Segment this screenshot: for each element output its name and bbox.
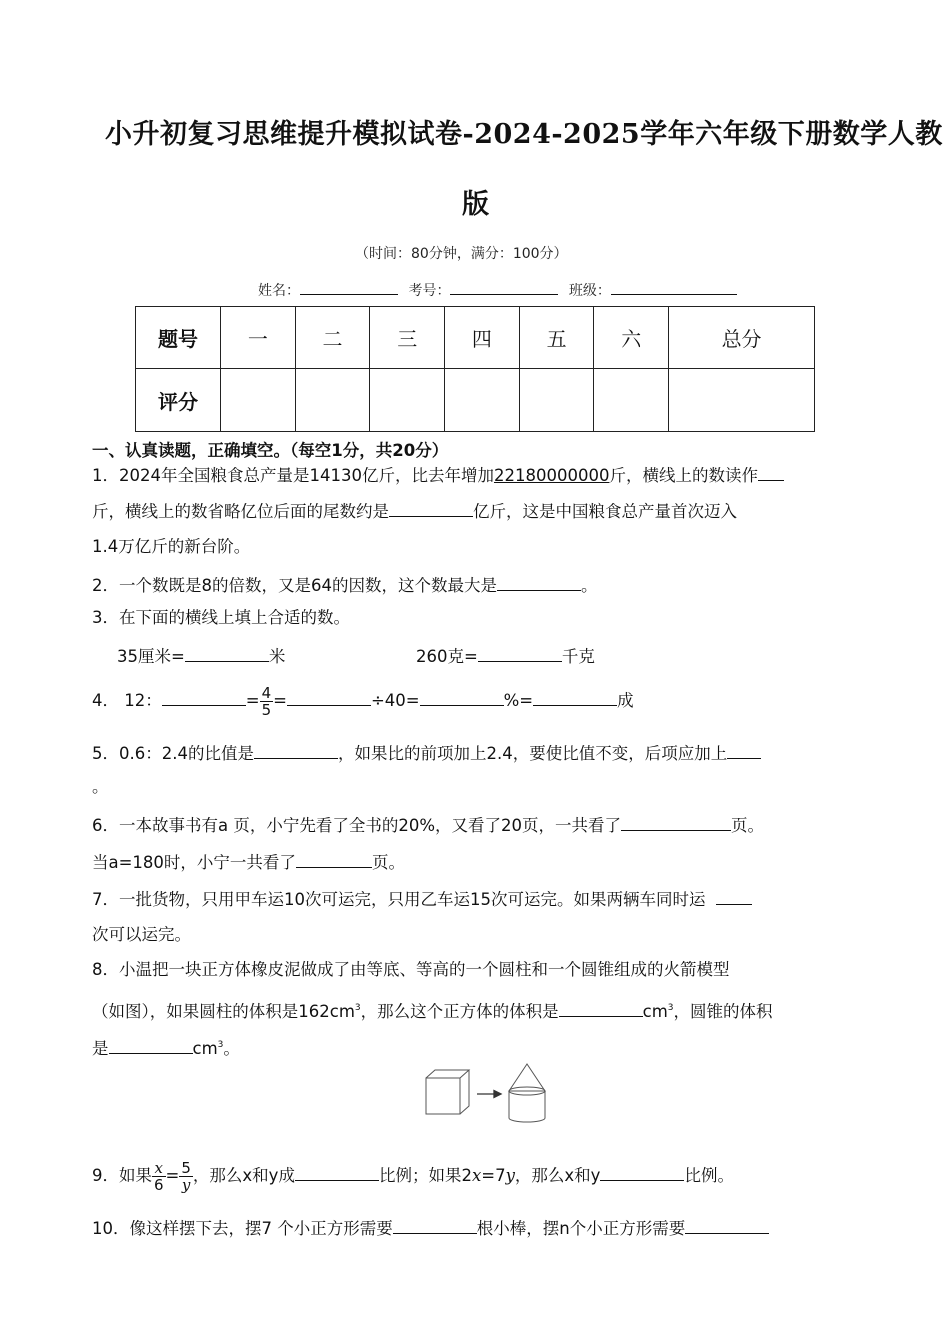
student-info-line <box>258 277 737 300</box>
q8-superscript-3: 3 <box>217 1040 224 1050</box>
page-title: 小升初复习思维提升模拟试卷-2024-2025学年六年级下册数学人教 <box>105 119 943 150</box>
q9-f2-numerator: 5 <box>181 1159 191 1177</box>
q4-fraction-denominator: 5 <box>261 701 272 719</box>
q10-text-a: 10．像这样摆下去，摆7 个小正方形需要 <box>92 1219 393 1238</box>
q6-text-a: 6．一本故事书有a 页，小宁先看了全书的20%，又看了20页，一共看了 <box>92 816 622 835</box>
question-8-line-3 <box>92 1035 240 1059</box>
q10-blank-1[interactable] <box>393 1216 477 1234</box>
q8-unit-1: cm <box>642 1002 668 1021</box>
q7-blank[interactable] <box>716 887 752 905</box>
q6-text-b: 页。 <box>731 816 765 835</box>
q9-text-d: ，那么x和y <box>514 1166 601 1185</box>
q8-text-a: （如图），如果圆柱的体积是162cm <box>92 1002 355 1021</box>
q4-blank-4[interactable] <box>533 688 617 706</box>
q2-blank[interactable] <box>497 573 581 591</box>
question-3-part-b <box>416 644 595 667</box>
q9-eq2-mid: =7 <box>481 1166 506 1185</box>
question-1-line-3: 1.4万亿斤的新台阶。 <box>92 537 251 556</box>
class-field[interactable] <box>611 277 737 295</box>
q7-text-a: 7．一批货物，只用甲车运10次可运完，只用乙车运15次可运完。如果两辆车同时运 <box>92 890 706 909</box>
question-6-line-2 <box>92 850 405 873</box>
q9-eq: = <box>165 1166 180 1185</box>
q1-text-d: 亿斤，这是中国粮食总产量首次迈入 <box>473 502 737 521</box>
q4-blank-2[interactable] <box>287 688 371 706</box>
question-3-part-a <box>117 644 285 667</box>
time-info: （时间：80分钟，满分：100分） <box>355 246 568 262</box>
q4-fraction <box>260 685 274 718</box>
question-2 <box>92 573 598 596</box>
q8-superscript-1: 3 <box>354 1003 361 1013</box>
q6-blank-2[interactable] <box>296 850 372 868</box>
header-cell: 五 <box>519 307 594 369</box>
q8-superscript-2: 3 <box>667 1003 674 1013</box>
q8-text-c: ，圆锥的体积 <box>673 1002 773 1021</box>
header-cell: 二 <box>295 307 370 369</box>
exam-no-field[interactable] <box>450 277 558 295</box>
q1-blank-2[interactable] <box>389 499 473 517</box>
header-cell: 三 <box>370 307 445 369</box>
header-cell: 一 <box>221 307 296 369</box>
q9-eq2-y: y <box>505 1166 515 1185</box>
score-cell[interactable] <box>519 369 594 432</box>
header-cell: 六 <box>594 307 669 369</box>
class-label: 班级： <box>568 283 611 299</box>
q8-blank-1[interactable] <box>559 999 643 1017</box>
q2-text-b: 。 <box>581 576 598 595</box>
q3a-unit: 米 <box>268 647 286 666</box>
q4-blank-3[interactable] <box>420 688 504 706</box>
question-8-line-1: 8．小温把一块正方体橡皮泥做成了由等底、等高的一个圆柱和一个圆锥组成的火箭模型 <box>92 960 730 979</box>
q1-text-c: 斤，横线上的数省略亿位后面的尾数约是 <box>92 502 389 521</box>
score-cell[interactable] <box>445 369 520 432</box>
question-6-line-1 <box>92 813 764 836</box>
question-4 <box>92 679 634 723</box>
q9-fraction-2 <box>179 1160 193 1193</box>
exam-no-label: 考号： <box>408 283 451 299</box>
q9-eq2-x: x <box>471 1166 482 1185</box>
q9-f2-denominator: y <box>181 1176 191 1194</box>
question-1-line-2 <box>92 499 737 522</box>
question-9 <box>92 1152 734 1200</box>
q3b-blank[interactable] <box>478 644 562 662</box>
q5-blank-2[interactable] <box>727 741 761 759</box>
q9-text-a: 9．如果 <box>92 1166 152 1185</box>
q1-text-a: 1．2024年全国粮食总产量是14130亿斤，比去年增加 <box>92 466 494 485</box>
question-8-line-2 <box>92 998 773 1022</box>
header-cell: 总分 <box>669 307 815 369</box>
q9-fraction-1 <box>152 1160 166 1193</box>
cube-shape <box>426 1070 469 1114</box>
q8-text-d: 是 <box>92 1039 109 1058</box>
q8-unit-2: cm <box>192 1039 218 1058</box>
q10-blank-2[interactable] <box>685 1216 769 1234</box>
q4-eq-1: = <box>245 691 260 710</box>
q9-text-e: 比例。 <box>684 1166 734 1185</box>
q4-blank-1[interactable] <box>162 688 246 706</box>
q10-text-b: 根小棒，摆n个小正方形需要 <box>476 1219 686 1238</box>
q6-text-c: 当a=180时，小宁一共看了 <box>92 853 296 872</box>
question-1-line-1 <box>92 463 784 486</box>
question-3: 3．在下面的横线上填上合适的数。 <box>92 608 350 627</box>
q9-f1-denominator: 6 <box>154 1176 164 1194</box>
q1-blank-1[interactable] <box>758 463 784 481</box>
q3a-blank[interactable] <box>185 644 269 662</box>
name-label: 姓名： <box>258 283 300 299</box>
q6-blank-1[interactable] <box>621 813 731 831</box>
q5-text-a: 5．0.6：2.4的比值是 <box>92 744 254 763</box>
q9-blank-1[interactable] <box>295 1163 379 1181</box>
q8-figure <box>420 1062 550 1128</box>
q4-div: ÷40= <box>370 691 420 710</box>
header-cell: 四 <box>445 307 520 369</box>
q1-underlined-number: 22180000000 <box>493 466 610 485</box>
score-cell[interactable] <box>295 369 370 432</box>
q1-text-b: 斤，横线上的数读作 <box>609 466 758 485</box>
q4-cheng: 成 <box>617 691 634 710</box>
q5-blank-1[interactable] <box>254 741 338 759</box>
rocket-shape <box>509 1064 545 1122</box>
q3a-text: 35厘米= <box>117 647 185 666</box>
question-10 <box>92 1216 769 1239</box>
q8-text-e: 。 <box>223 1039 240 1058</box>
q9-eq2-a: 2 <box>461 1166 472 1185</box>
q3b-text: 260克= <box>416 647 478 666</box>
score-table-score-row <box>136 369 815 432</box>
q9-text-b: ，那么x和y成 <box>192 1166 295 1185</box>
q9-blank-2[interactable] <box>600 1163 684 1181</box>
score-cell[interactable] <box>669 369 815 432</box>
q8-blank-2[interactable] <box>109 1036 193 1054</box>
score-row-label: 评分 <box>136 369 221 432</box>
score-cell[interactable] <box>594 369 669 432</box>
score-cell[interactable] <box>221 369 296 432</box>
q9-f1-numerator: x <box>152 1160 166 1177</box>
name-field[interactable] <box>300 277 398 295</box>
q9-text-c: 比例；如果 <box>378 1166 462 1185</box>
score-table <box>135 306 815 432</box>
q2-text-a: 2．一个数既是8的倍数，又是64的因数，这个数最大是 <box>92 576 497 595</box>
q4-eq-2: = <box>273 691 287 710</box>
q4-pct: %= <box>503 691 534 710</box>
header-cell: 题号 <box>136 307 221 369</box>
score-table-header-row <box>136 307 815 369</box>
section-heading: 一、认真读题，正确填空。（每空1分，共20分） <box>92 441 449 460</box>
question-7-line-2: 次可以运完。 <box>92 925 191 944</box>
q3b-unit: 千克 <box>561 647 595 666</box>
question-5-line-2: 。 <box>92 777 109 796</box>
arrow-icon <box>477 1091 501 1098</box>
q5-text-b: ，如果比的前项加上2.4，要使比值不变，后项应加上 <box>337 744 728 763</box>
q4-fraction-numerator: 4 <box>261 684 272 702</box>
score-cell[interactable] <box>370 369 445 432</box>
q8-text-b: ，那么这个正方体的体积是 <box>360 1002 559 1021</box>
page-title-continued: 版 <box>462 189 490 220</box>
q6-text-d: 页。 <box>371 853 405 872</box>
q4-text-a: 4． 12： <box>92 691 162 710</box>
question-7-line-1 <box>92 887 752 910</box>
question-5-line-1 <box>92 741 761 764</box>
